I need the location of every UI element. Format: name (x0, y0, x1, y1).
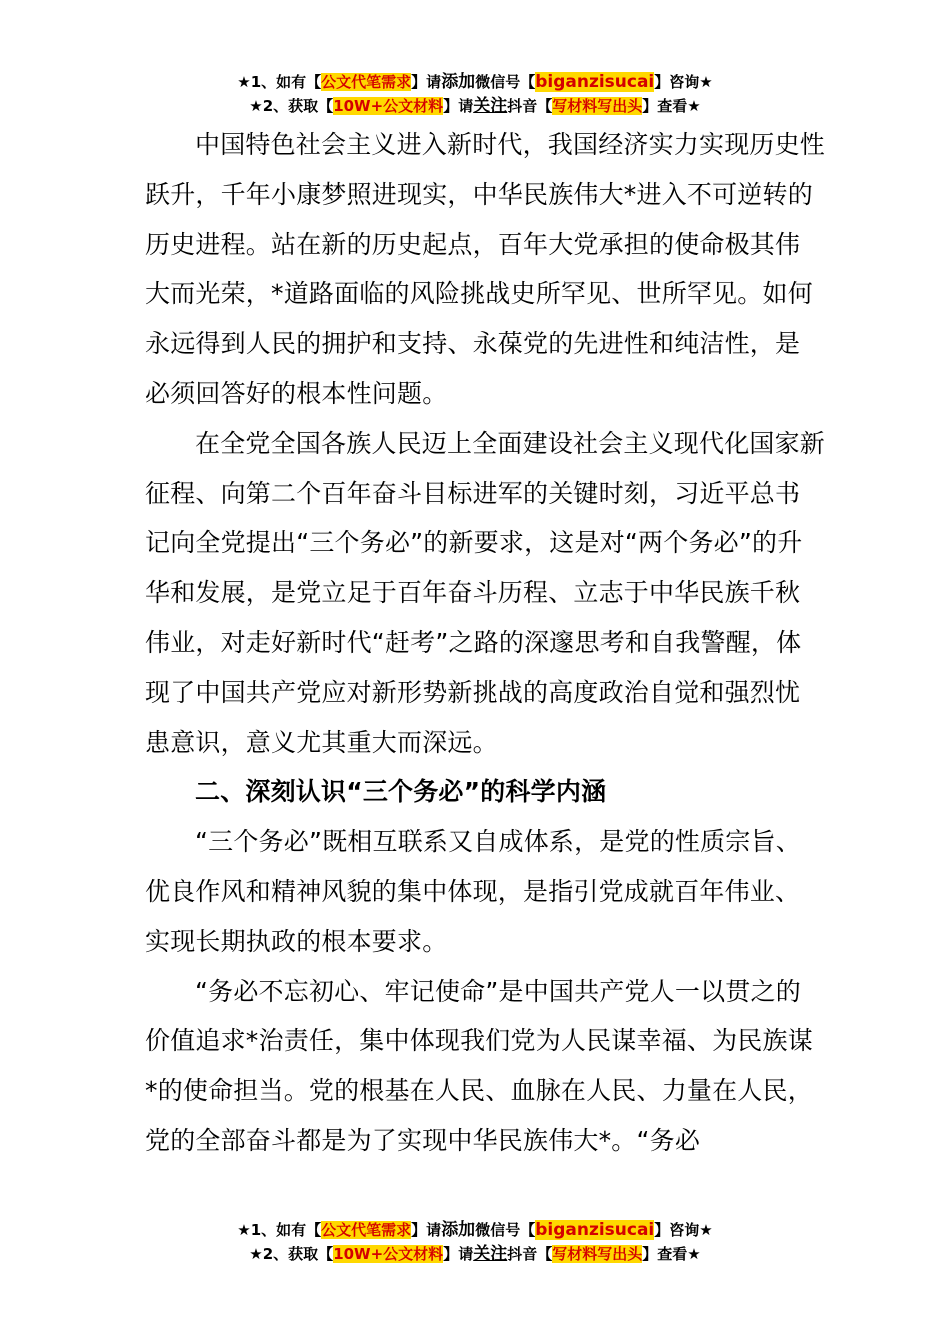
promo-text: 】咨询★ (654, 1221, 713, 1239)
promo-wechat-id: biganzisucai (535, 1220, 655, 1240)
promo-highlight: 10W+公文材料 (333, 1245, 444, 1263)
promo-emphasis: 关注 (473, 1244, 508, 1264)
promo-line-1 (0, 1218, 950, 1242)
promo-highlight: 10W+公文材料 (333, 97, 444, 115)
promo-text: ★1、如有【 (237, 73, 322, 91)
promo-douyin-id: 写材料写出头 (552, 1245, 643, 1263)
promo-line-2 (0, 1242, 950, 1266)
promo-line-2 (0, 94, 950, 118)
paragraph: “三个务必”既相互联系又自成体系，是党的性质宗旨、优良作风和精神风貌的集中体现，是指引党成就百年伟业、实现长期执政的根本要求。 (145, 827, 801, 956)
promo-text: 】查看★ (642, 97, 701, 115)
promo-text: 】咨询★ (654, 73, 713, 91)
promo-text: 抖音【 (507, 1245, 553, 1263)
promo-text: ★1、如有【 (237, 1221, 322, 1239)
promo-emphasis: 关注 (473, 96, 508, 116)
paragraph: 在全党全国各族人民迈上全面建设社会主义现代化国家新征程、向第二个百年奋斗目标进军的关键时刻，习近平总书记向全党提出“三个务必”的新要求，这是对“两个务必”的升华和发展，是党立足于百年奋斗历程、立志于中华民族千秋伟业，对走好新时代“赶考”之路的深邃思考和自我警醒，体现了中国共产党应对新形势新挑战的高度政治自觉和强烈忧患意识，意义尤其重大而深远。 (145, 428, 826, 757)
paragraph: “务必不忘初心、牢记使命”是中国共产党人一以贯之的价值追求*治责任，集中体现我们党为人民谋幸福、为民族谋*的使命担当。党的根基在人民、血脉在人民、力量在人民，党的全部奋斗都是为了实现中华民族伟大*。“务必 (145, 976, 813, 1155)
promo-text: 】请 (443, 97, 474, 115)
paragraph: 中国特色社会主义进入新时代，我国经济实力实现历史性跃升，千年小康梦照进现实，中华民族伟大*进入不可逆转的历史进程。站在新的历史起点，百年大党承担的使命极其伟大而光荣，*道路面临的风险挑战史所罕见、世所罕见。如何永远得到人民的拥护和支持、永葆党的先进性和纯洁性，是必须回答好的根本性问题。 (145, 130, 826, 408)
promo-text: ★2、获取【 (249, 1245, 334, 1263)
promo-text: 微信号【 (475, 73, 536, 91)
promo-highlight: 公文代笔需求 (321, 1221, 412, 1239)
promo-text: 微信号【 (475, 1221, 536, 1239)
promo-text: 】请 (411, 73, 442, 91)
promo-text: 抖音【 (507, 97, 553, 115)
promo-banner-top (0, 70, 950, 118)
promo-emphasis: 添加 (441, 72, 476, 92)
promo-douyin-id: 写材料写出头 (552, 97, 643, 115)
promo-wechat-id: biganzisucai (535, 72, 655, 92)
promo-banner-bottom (0, 1218, 950, 1266)
promo-line-1 (0, 70, 950, 94)
promo-text: 】查看★ (642, 1245, 701, 1263)
promo-text: ★2、获取【 (249, 97, 334, 115)
section-heading: 二、深刻认识“三个务必”的科学内涵 (195, 777, 607, 807)
promo-emphasis: 添加 (441, 1220, 476, 1240)
document-body (145, 120, 825, 1166)
promo-text: 】请 (411, 1221, 442, 1239)
promo-text: 】请 (443, 1245, 474, 1263)
promo-highlight: 公文代笔需求 (321, 73, 412, 91)
